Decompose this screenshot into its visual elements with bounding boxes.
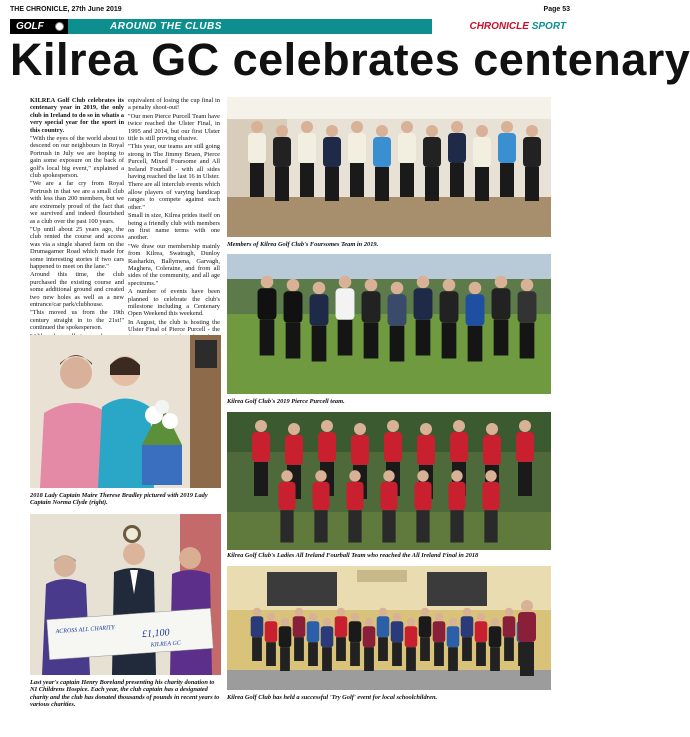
headline: Kilrea GC celebrates centenary: [10, 34, 690, 85]
caption-ladies-fourball: Kilrea Golf Club's Ladies All Ireland Fourball Team who reached the All Ireland Final in 2018: [227, 552, 479, 559]
pierce-purcell-photo: [227, 254, 551, 394]
try-golf-photo: [227, 566, 551, 690]
caption-try-golf: Kilrea Golf Club has held a successful 'Try Golf' event for local schoolchildren.: [227, 694, 438, 701]
foursomes-team-photo: [227, 97, 551, 237]
cheque-amount: £1,100: [141, 627, 170, 641]
article-column-1: [30, 97, 124, 333]
article-paragraph: "Our men Pierce Purcell Team have twice reached the Ulster Final, in 1995 and 2014, but our first Ulster title is still proving elusive.: [128, 112, 220, 143]
article-paragraph: A number of events have been planned to celebrate the club's milestone including a Centenary Open Weekend this weekend.: [128, 288, 220, 318]
brand-sport: SPORT: [531, 21, 566, 32]
caption-lady-captains: 2018 Lady Captain Maire Therese Bradley pictured with 2019 Lady Captain Norma Clyde (right).: [30, 492, 208, 507]
article-paragraph: "This moved us from the 19th century straight in to the 21st!" continued the spokesperson.: [30, 309, 124, 332]
cheque-payee: KILREA GC: [150, 640, 182, 649]
caption-foursomes: Members of Kilrea Golf Club's Foursomes Team in 2019.: [227, 241, 379, 248]
article-paragraph: "With the eyes of the world about to descend on our neighbours in Royal Portrush in July we are hoping to gain some exposure on the back of golf's local big event," explained a club spokesperson.: [30, 135, 124, 180]
brand-chronicle: CHRONICLE: [469, 21, 529, 32]
section-tag: [10, 19, 68, 34]
article-paragraph: In August, the club is hosting the Ulster Final of Pierce Purcell - the: [128, 318, 220, 334]
charity-cheque-photo: [30, 514, 221, 675]
ladies-fourball-photo: [227, 412, 551, 550]
page-masthead: [10, 4, 570, 18]
golf-ball-icon: [55, 22, 64, 31]
article-paragraph: "We draw our membership mainly from Kilrea, Swatragh, Dunloy Rasharkin, Ballymena, Garvagh, Maghera, Coleraine, and from all sides of the community, and all age spectrums.": [128, 242, 220, 287]
lady-captains-photo: [30, 335, 221, 488]
article-paragraph: Small in size, Kilrea prides itself on being a friendly club with members on first name terms with one another.: [128, 212, 220, 242]
cheque-line: ACROSS ALL CHARITY: [55, 625, 115, 636]
article-paragraph: "Up until about 25 years ago, the club rented the course and access was via a single shared farm on the Drumagarner Road which made for some interesting stories if two cars happened to meet on the lane.": [30, 225, 124, 270]
brand-logo: [432, 19, 570, 34]
article-paragraph: equivalent of losing the cup final in a penalty shoot-out!: [128, 97, 220, 112]
section-label: GOLF: [16, 21, 44, 32]
article-paragraph: "We are a far cry from Royal Portrush in that we are a small club with less than 200 members, but we are extremely proud of the fact that we survived and indeed flourished as a club over the past 100 years.: [30, 180, 124, 225]
caption-charity: Last year's captain Henry Boreland presenting his charity donation to NI Childrens Hospice. Each year, the club captain has a designated charity and the club has donated thousands of pounds in recent years to various charities.: [30, 679, 220, 709]
page-number: Page 53: [543, 6, 570, 13]
article-paragraph: KILREA Golf Club celebrates its centenary year in 2019, the only club in Ireland to do so in whatis a very special year for the sport in this country.: [30, 97, 124, 134]
article-column-2: [128, 97, 220, 333]
paper-date: THE CHRONICLE, 27th June 2019: [10, 6, 122, 13]
article-paragraph: "This year, our teams are still going strong in The Jimmy Bruen, Pierce Purcell, Mixed Foursome and All Ireland Fourball - with all sides having reached the last 16 in Ulster.: [128, 143, 220, 181]
article-paragraph: Around this time, the club purchased the existing course and some additional ground and created two new holes as well as a new entrance/car park/clubhouse.: [30, 271, 124, 308]
article-paragraph: There are all interclub events which allow players of varying handicap ranges to compete against each other.": [128, 181, 220, 211]
caption-pierce-purcell: Kilrea Golf Club's 2019 Pierce Purcell team.: [227, 398, 345, 405]
section-strap: AROUND THE CLUBS: [110, 21, 222, 32]
